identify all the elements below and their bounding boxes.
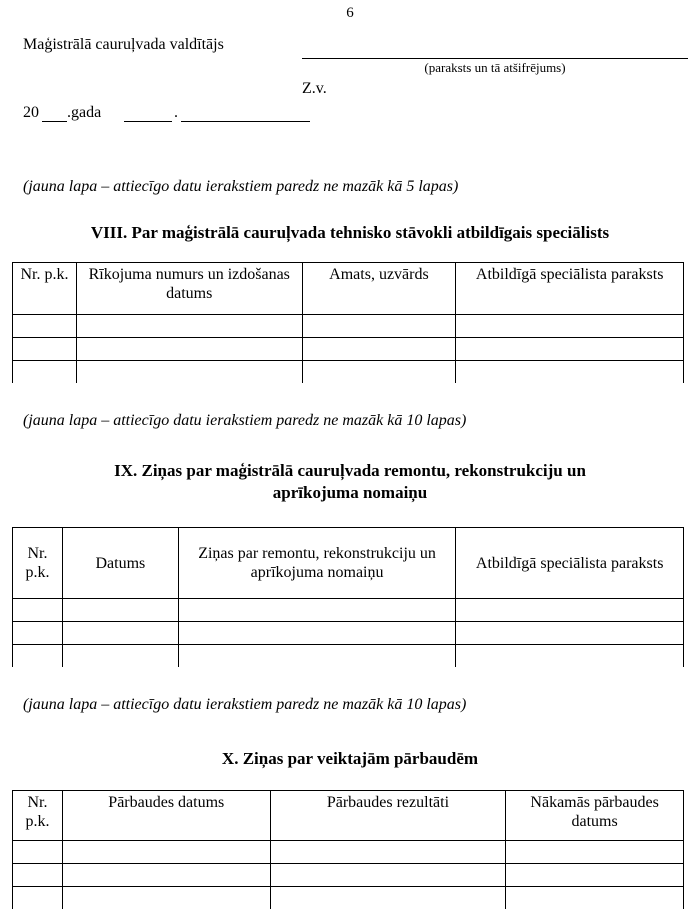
page-note: (jauna lapa – attiecīgo datu ierakstiem paredz ne mazāk kā 5 lapas) bbox=[23, 178, 459, 195]
header-next-inspection-date: Nākamās pārbaudes datums bbox=[506, 791, 684, 841]
responsible-specialist-table bbox=[12, 262, 684, 383]
header-repair-info: Ziņas par remontu, rekonstrukciju un aprīkojuma nomaiņu bbox=[178, 528, 456, 599]
header-inspection-results: Pārbaudes rezultāti bbox=[270, 791, 506, 841]
table-cell[interactable] bbox=[506, 887, 684, 910]
table-row bbox=[13, 361, 684, 384]
header-signature: Atbildīgā speciālista paraksts bbox=[456, 528, 684, 599]
table-cell[interactable] bbox=[13, 622, 63, 645]
section-9-title-line1: IX. Ziņas par maģistrālā cauruļvada remontu, rekonstrukciju un bbox=[114, 461, 586, 480]
table-cell[interactable] bbox=[13, 315, 77, 338]
table-row bbox=[13, 864, 684, 887]
table-cell[interactable] bbox=[302, 338, 456, 361]
table-cell[interactable] bbox=[506, 841, 684, 864]
table-cell[interactable] bbox=[270, 841, 506, 864]
inspections-table bbox=[12, 790, 684, 909]
table-cell[interactable] bbox=[13, 645, 63, 668]
table-row bbox=[13, 887, 684, 910]
section-9-title-line2: aprīkojuma nomaiņu bbox=[272, 483, 428, 502]
header-inspection-date: Pārbaudes datums bbox=[62, 791, 270, 841]
section-10-title: X. Ziņas par veiktajām pārbaudēm bbox=[221, 749, 479, 768]
table-cell[interactable] bbox=[456, 338, 684, 361]
table-cell[interactable] bbox=[270, 864, 506, 887]
section-8-title: VIII. Par maģistrālā cauruļvada tehnisko stāvokli atbildīgais speciālists bbox=[90, 223, 610, 242]
table-cell[interactable] bbox=[76, 338, 302, 361]
table-cell[interactable] bbox=[13, 361, 77, 384]
table-cell[interactable] bbox=[456, 645, 684, 668]
table-cell[interactable] bbox=[76, 315, 302, 338]
table-cell[interactable] bbox=[13, 887, 63, 910]
day-field[interactable] bbox=[124, 121, 172, 122]
signature-caption: (paraksts un tā atšifrējums) bbox=[424, 60, 566, 75]
header-order: Rīkojuma numurs un izdošanas datums bbox=[76, 263, 302, 315]
date-suffix: .gada bbox=[67, 104, 102, 121]
table-cell[interactable] bbox=[76, 361, 302, 384]
table-cell[interactable] bbox=[13, 599, 63, 622]
table-cell[interactable] bbox=[13, 338, 77, 361]
owner-label: Maģistrālā cauruļvada valdītājs bbox=[23, 36, 224, 53]
year-field[interactable] bbox=[42, 121, 67, 122]
table-row bbox=[13, 622, 684, 645]
table-row bbox=[13, 645, 684, 668]
page-note: (jauna lapa – attiecīgo datu ierakstiem paredz ne mazāk kā 10 lapas) bbox=[23, 412, 467, 429]
table-cell[interactable] bbox=[456, 315, 684, 338]
header-position: Amats, uzvārds bbox=[302, 263, 456, 315]
table-cell[interactable] bbox=[456, 622, 684, 645]
page-number: 6 bbox=[346, 5, 354, 21]
date-dot: . bbox=[174, 104, 178, 121]
header-nr: Nr. p.k. bbox=[13, 263, 77, 315]
table-cell[interactable] bbox=[62, 841, 270, 864]
table-cell[interactable] bbox=[270, 887, 506, 910]
table-cell[interactable] bbox=[302, 361, 456, 384]
table-cell[interactable] bbox=[178, 599, 456, 622]
repair-records-table bbox=[12, 527, 684, 667]
header-date: Datums bbox=[62, 528, 178, 599]
table-cell[interactable] bbox=[13, 841, 63, 864]
table-cell[interactable] bbox=[62, 645, 178, 668]
table-cell[interactable] bbox=[13, 864, 63, 887]
table-cell[interactable] bbox=[62, 622, 178, 645]
table-cell[interactable] bbox=[456, 599, 684, 622]
table-row bbox=[13, 315, 684, 338]
header-nr: Nr. p.k. bbox=[13, 791, 63, 841]
table-row bbox=[13, 338, 684, 361]
header-nr: Nr. p.k. bbox=[13, 528, 63, 599]
table-cell[interactable] bbox=[62, 599, 178, 622]
table-cell[interactable] bbox=[178, 645, 456, 668]
table-cell[interactable] bbox=[506, 864, 684, 887]
header-signature: Atbildīgā speciālista paraksts bbox=[456, 263, 684, 315]
table-row bbox=[13, 599, 684, 622]
table-cell[interactable] bbox=[178, 622, 456, 645]
table-row bbox=[13, 841, 684, 864]
table-cell[interactable] bbox=[62, 864, 270, 887]
date-prefix: 20 bbox=[23, 104, 39, 121]
table-cell[interactable] bbox=[62, 887, 270, 910]
table-cell[interactable] bbox=[456, 361, 684, 384]
page-note: (jauna lapa – attiecīgo datu ierakstiem paredz ne mazāk kā 10 lapas) bbox=[23, 696, 467, 713]
stamp-label: Z.v. bbox=[302, 80, 327, 97]
signature-line[interactable] bbox=[302, 58, 688, 59]
table-cell[interactable] bbox=[302, 315, 456, 338]
month-field[interactable] bbox=[181, 121, 310, 122]
